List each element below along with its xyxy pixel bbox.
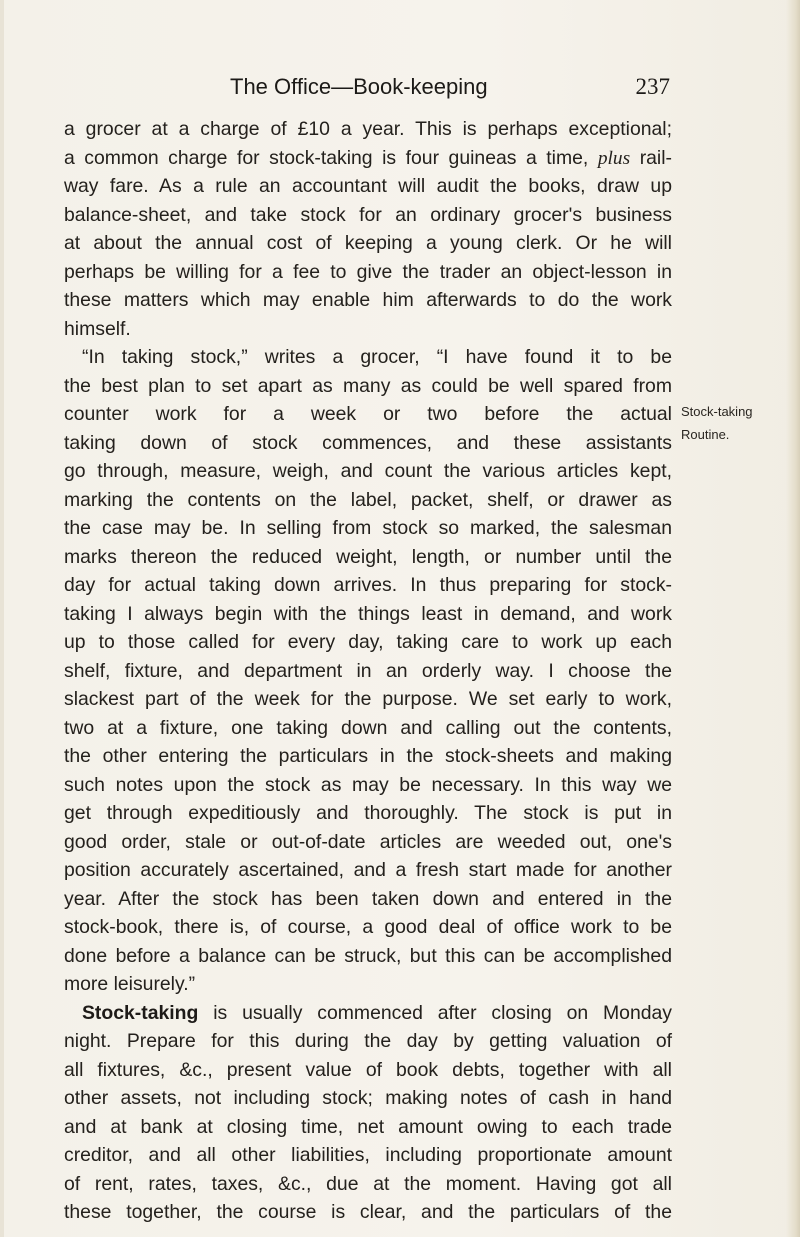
text-line: stock-book, there is, of course, a good deal of office work to be — [64, 916, 672, 938]
text-line: the case may be. In selling from stock so marked, the salesman — [64, 517, 672, 539]
run-in-heading: Stock-taking — [82, 1001, 199, 1024]
text-line: more leisurely.” — [64, 973, 196, 995]
page-left-edge — [0, 0, 4, 1237]
text-line: the other entering the particulars in the stock-sheets and making — [64, 745, 672, 767]
text-line: get through expeditiously and thoroughly. The stock is put in — [64, 802, 672, 824]
text-line: counter work for a week or two before the actual — [64, 403, 672, 425]
text-line: and at bank at closing time, net amount owing to each trade — [64, 1115, 672, 1138]
text-line: year. After the stock has been taken down and entered in the — [64, 887, 672, 910]
body-text — [64, 115, 672, 1227]
text-line: the best plan to set apart as many as could be well spared from — [64, 374, 672, 397]
text-line: perhaps be willing for a fee to give the trader an object-lesson in — [64, 260, 672, 283]
text-line: day for actual taking down arrives. In thus preparing for stock- — [64, 574, 672, 596]
text-line: at about the annual cost of keeping a young clerk. Or he will — [64, 232, 672, 254]
text-line-rest: is usually commenced after closing on Monday — [198, 1001, 672, 1024]
text-line-end: rail- — [630, 146, 673, 169]
text-line: these together, the course is clear, and the particulars of the — [64, 1201, 672, 1223]
page-right-edge — [786, 0, 800, 1237]
text-line: slackest part of the week for the purpose. We set early to work, — [64, 688, 672, 710]
text-line: other assets, not including stock; making notes of cash in hand — [64, 1087, 672, 1109]
text-line: two at a fixture, one taking down and calling out the contents, — [64, 716, 672, 739]
text-line: balance-sheet, and take stock for an ordinary grocer's business — [64, 203, 672, 226]
text-line: marking the contents on the label, packet, shelf, or drawer as — [64, 488, 672, 511]
text-line — [64, 999, 672, 1028]
text-line: “In taking stock,” writes a grocer, “I have found it to be — [82, 346, 672, 368]
text-line: a grocer at a charge of £10 a year. This is perhaps exceptional; — [64, 118, 672, 140]
text-line: position accurately ascertained, and a fresh start made for another — [64, 859, 672, 881]
text-line: himself. — [64, 317, 131, 340]
text-line: these matters which may enable him afterwards to do the work — [64, 289, 672, 311]
text-line: go through, measure, weigh, and count the various articles kept, — [64, 460, 672, 482]
text-line: shelf, fixture, and department in an orderly way. I choose the — [64, 659, 672, 682]
margin-note-routine: Routine. — [681, 427, 730, 442]
text-line: taking down of stock commences, and these assistants — [64, 431, 672, 454]
text-line: all fixtures, &c., present value of book debts, together with all — [64, 1058, 672, 1081]
text-line: creditor, and all other liabilities, including proportionate amount — [64, 1144, 672, 1166]
text-line: way fare. As a rule an accountant will audit the books, draw up — [64, 175, 672, 197]
text-line: taking I always begin with the things least in demand, and work — [64, 602, 672, 625]
page-number: 237 — [635, 74, 670, 99]
text-line — [64, 144, 672, 173]
text-line: such notes upon the stock as may be necessary. In this way we — [64, 773, 672, 796]
text-line: good order, stale or out-of-date articles are weeded out, one's — [64, 830, 672, 853]
text-line: up to those called for every day, taking care to work up each — [64, 631, 672, 653]
text-line: done before a balance can be struck, but this can be accomplished — [64, 944, 672, 967]
text-line-start: a common charge for stock-taking is four guineas a time, — [64, 146, 598, 169]
italic-word: plus — [597, 147, 631, 169]
running-header — [230, 74, 670, 108]
text-line: of rent, rates, taxes, &c., due at the moment. Having got all — [64, 1172, 672, 1195]
margin-note-stock-taking: Stock-taking — [681, 404, 753, 419]
text-line: night. Prepare for this during the day by getting valuation of — [64, 1030, 672, 1052]
text-line: marks thereon the reduced weight, length, or number until the — [64, 545, 672, 568]
running-title: The Office—Book-keeping — [230, 74, 488, 99]
